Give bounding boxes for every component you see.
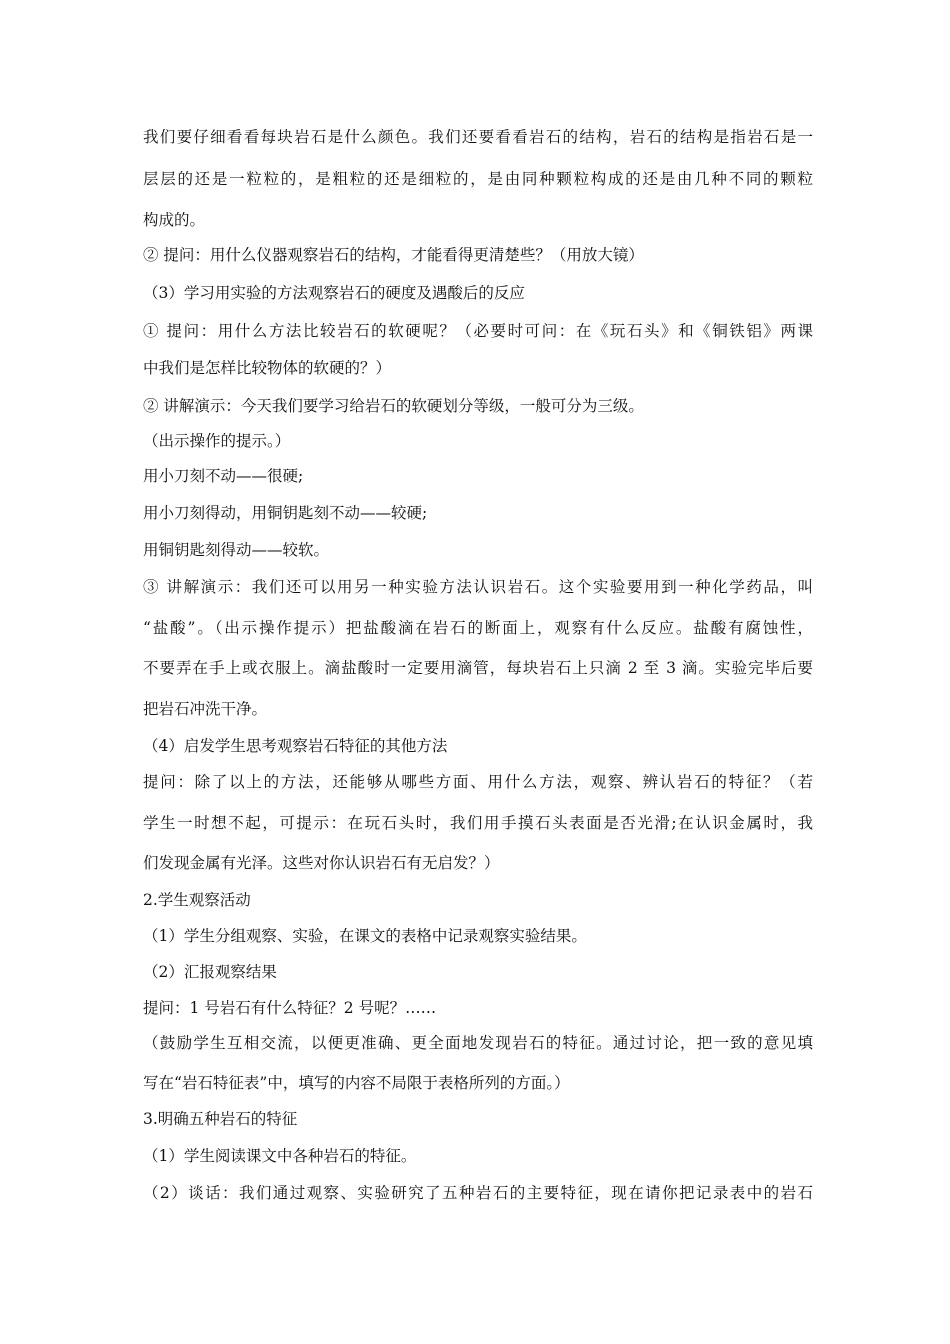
text-line: （1）学生分组观察、实验，在课文的表格中记录观察实验结果。 [143,927,587,945]
text-line: 学生一时想不起，可提示：在玩石头时，我们用手摸石头表面是否光滑;在认识金属时，我 [143,814,813,832]
text-line: （4）启发学生思考观察岩石特征的其他方法 [143,737,448,755]
text-line: 我们要仔细看看每块岩石是什么颜色。我们还要看看岩石的结构，岩石的结构是指岩石是一 [143,128,813,146]
text-line: （2）谈话：我们通过观察、实验研究了五种岩石的主要特征，现在请你把记录表中的岩石 [143,1184,813,1202]
text-line: （2）汇报观察结果 [143,963,277,981]
text-line: （3）学习用实验的方法观察岩石的硬度及遇酸后的反应 [143,284,525,302]
text-line: 中我们是怎样比较物体的软硬的？） [143,359,392,377]
text-line: 3.明确五种岩石的特征 [143,1110,298,1128]
text-line: 2.学生观察活动 [143,891,251,909]
text-line: 用小刀刻不动——很硬; [143,467,304,485]
text-line: 把岩石冲洗干净。 [143,700,268,718]
text-line: 提问：除了以上的方法，还能够从哪些方面、用什么方法，观察、辨认岩石的特征？（若 [143,773,813,791]
text-line: 用小刀刻得动，用铜钥匙刻不动——较硬; [143,504,428,522]
text-line: ② 提问：用什么仪器观察岩石的结构，才能看得更清楚些？（用放大镜） [143,246,644,264]
text-line: 们发现金属有光泽。这些对你认识岩石有无启发？） [143,854,500,872]
text-line: （鼓励学生互相交流，以便更准确、更全面地发现岩石的特征。通过讨论，把一致的意见填 [143,1034,813,1052]
text-line: 不要弄在手上或衣服上。滴盐酸时一定要用滴管，每块岩石上只滴 2 至 3 滴。实验完毕后要 [143,659,813,677]
text-line: （1）学生阅读课文中各种岩石的特征。 [143,1147,417,1165]
text-line: （出示操作的提示。） [143,432,291,450]
text-line: 写在“岩石特征表”中，填写的内容不局限于表格所列的方面。） [143,1074,570,1092]
text-line: ① 提问：用什么方法比较岩石的软硬呢？（必要时可问：在《玩石头》和《铜铁铝》两课 [143,322,813,340]
text-line: ③ 讲解演示：我们还可以用另一种实验方法认识岩石。这个实验要用到一种化学药品，叫 [143,578,813,596]
text-line: 用铜钥匙刻得动——较软。 [143,541,330,559]
text-line: 层层的还是一粒粒的，是粗粒的还是细粒的，是由同种颗粒构成的还是由几种不同的颗粒 [143,170,813,188]
text-line: 构成的。 [143,211,206,229]
text-line: 提问：1 号岩石有什么特征？2 号呢？…… [143,999,437,1017]
text-line: “盐酸”。（出示操作提示）把盐酸滴在岩石的断面上，观察有什么反应。盐酸有腐蚀性， [143,619,813,637]
text-line: ② 讲解演示：今天我们要学习给岩石的软硬划分等级，一般可分为三级。 [143,397,644,415]
